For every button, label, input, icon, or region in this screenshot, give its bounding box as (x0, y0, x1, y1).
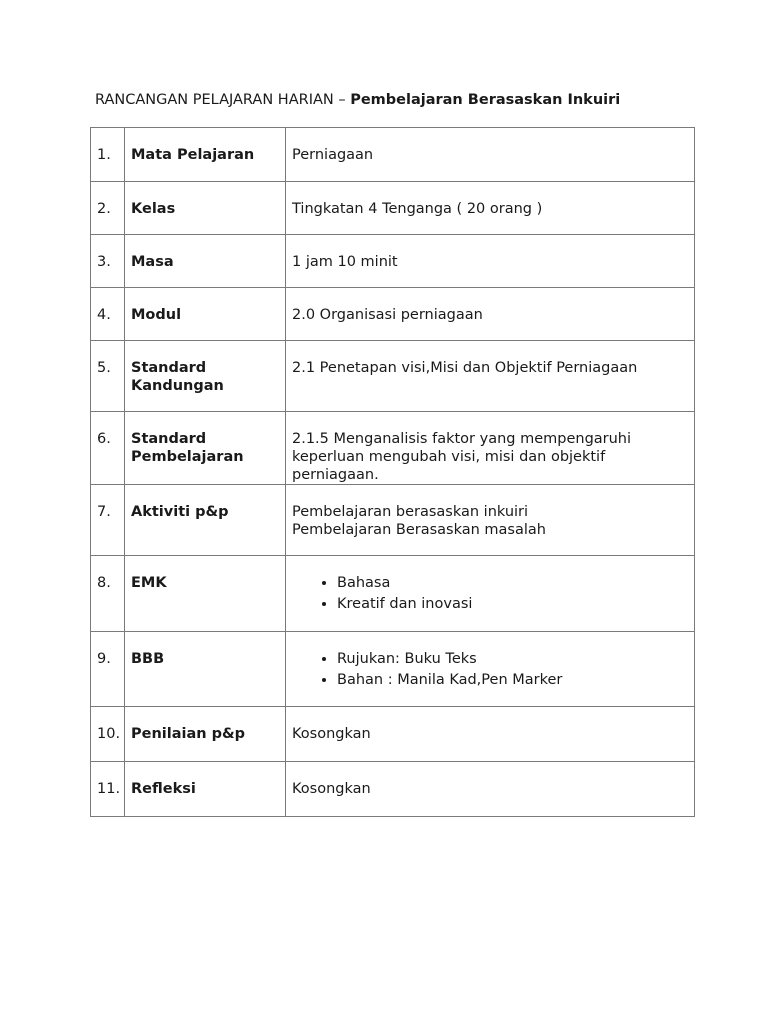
bullet-list (292, 574, 688, 613)
document-title (95, 92, 620, 108)
row-number: 1. (91, 128, 125, 182)
row-value: Kosongkan (286, 762, 695, 817)
table-row (91, 412, 695, 485)
table-row (91, 182, 695, 235)
row-number: 8. (91, 556, 125, 632)
row-value: Perniagaan (286, 128, 695, 182)
row-number: 10. (91, 707, 125, 762)
row-number: 2. (91, 182, 125, 235)
table-row (91, 485, 695, 556)
row-label: BBB (125, 632, 286, 707)
row-label: Penilaian p&p (125, 707, 286, 762)
row-label: Kelas (125, 182, 286, 235)
table-row (91, 341, 695, 412)
row-label: EMK (125, 556, 286, 632)
row-number: 7. (91, 485, 125, 556)
title-subtitle: Pembelajaran Berasaskan Inkuiri (350, 92, 621, 108)
table-row (91, 632, 695, 707)
list-item: • Rujukan: Buku Teks (337, 650, 688, 668)
row-label: Mata Pelajaran (125, 128, 286, 182)
row-number: 5. (91, 341, 125, 412)
row-number: 4. (91, 288, 125, 341)
row-value: 2.0 Organisasi perniagaan (286, 288, 695, 341)
table-row (91, 556, 695, 632)
row-value: 1 jam 10 minit (286, 235, 695, 288)
table-row (91, 235, 695, 288)
list-item: • Kreatif dan inovasi (337, 595, 688, 613)
row-value: Tingkatan 4 Tenganga ( 20 orang ) (286, 182, 695, 235)
bullet-list (292, 650, 688, 689)
row-number: 9. (91, 632, 125, 707)
value-line: Pembelajaran berasaskan inkuiri (292, 504, 529, 520)
lesson-plan-table (90, 127, 695, 817)
value-line: Pembelajaran Berasaskan masalah (292, 522, 546, 538)
list-item: • Bahasa (337, 574, 688, 592)
row-number: 11. (91, 762, 125, 817)
row-value: Kosongkan (286, 707, 695, 762)
row-label: Modul (125, 288, 286, 341)
title-main: RANCANGAN PELAJARAN HARIAN (95, 92, 334, 108)
table-row (91, 288, 695, 341)
row-value (286, 632, 695, 707)
row-value (286, 485, 695, 556)
table-row (91, 128, 695, 182)
row-number: 3. (91, 235, 125, 288)
row-value: 2.1 Penetapan visi,Misi dan Objektif Perniagaan (286, 341, 695, 412)
row-label: Standard Pembelajaran (125, 412, 286, 485)
row-label: Aktiviti p&p (125, 485, 286, 556)
table-row (91, 707, 695, 762)
list-item: • Bahan : Manila Kad,Pen Marker (337, 671, 688, 689)
row-label: Refleksi (125, 762, 286, 817)
table-row (91, 762, 695, 817)
row-number: 6. (91, 412, 125, 485)
row-label: Standard Kandungan (125, 341, 286, 412)
row-value: 2.1.5 Menganalisis faktor yang mempengaruhi keperluan mengubah visi, misi dan objektif perniagaan. (286, 412, 695, 485)
title-separator: – (333, 92, 351, 108)
row-value (286, 556, 695, 632)
row-label: Masa (125, 235, 286, 288)
